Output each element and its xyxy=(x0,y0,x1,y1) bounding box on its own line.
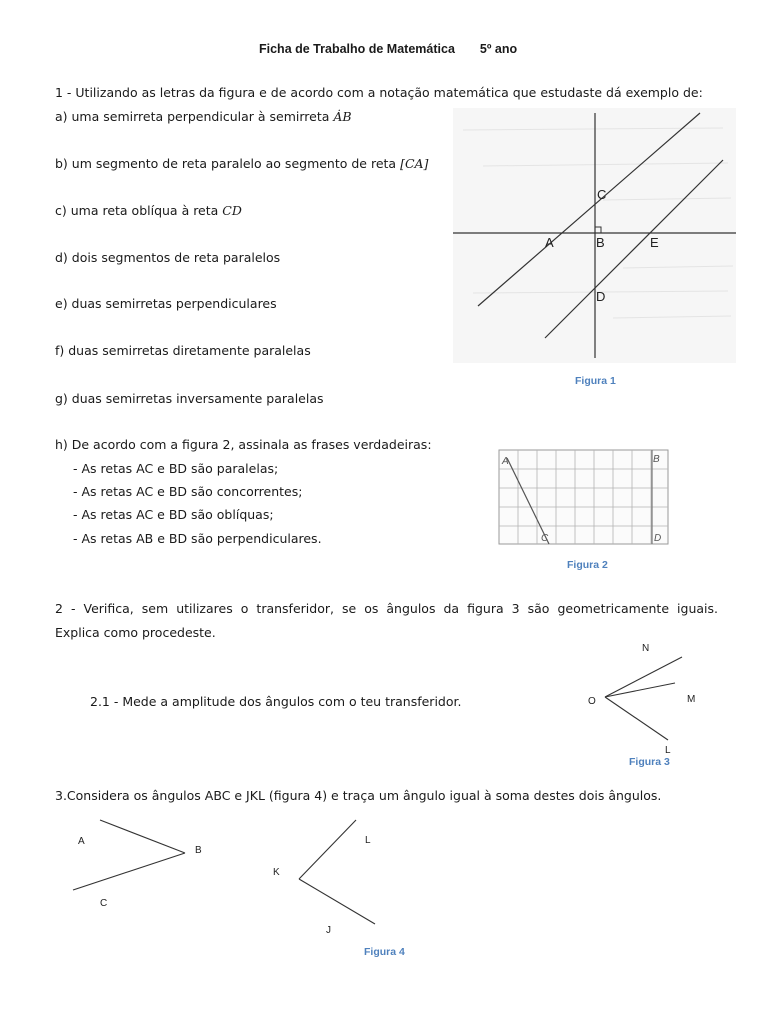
q1-item-f: f) duas semirretas diretamente paralelas xyxy=(55,343,311,358)
worksheet-title xyxy=(259,42,517,56)
fig1-label-a: A xyxy=(545,235,554,250)
q1-item-c: c) uma reta oblíqua à reta CD xyxy=(55,203,242,218)
fig1-label-e: E xyxy=(650,235,659,250)
ray-bc xyxy=(73,853,185,890)
fig3-label-m: M xyxy=(687,694,696,705)
math-ray-ab: ȦB xyxy=(333,109,352,124)
figure-3 xyxy=(585,638,715,758)
fig2-label-a: A xyxy=(502,456,509,467)
fig4-label-a: A xyxy=(78,836,85,847)
fig2-label-b: B xyxy=(653,454,660,465)
h-option-1: - As retas AC e BD são paralelas; xyxy=(73,461,279,476)
fig2-label-d: D xyxy=(654,533,662,544)
fig4-label-l: L xyxy=(365,835,371,846)
fig4-label-c: C xyxy=(100,898,108,909)
fig3-label-o: O xyxy=(588,696,596,707)
fig2-label-c: C xyxy=(541,533,549,544)
q2-sub-2-1: 2.1 - Mede a amplitude dos ângulos com o teu transferidor. xyxy=(90,694,462,709)
q2-line-1: 2 - Verifica, sem utilizares o transferidor, se os ângulos da figura 3 são geometricamente iguais. xyxy=(55,601,718,616)
figure-2-caption: Figura 2 xyxy=(567,559,608,571)
h-option-2: - As retas AC e BD são concorrentes; xyxy=(73,484,303,499)
q1-item-h: h) De acordo com a figura 2, assinala as frases verdadeiras: xyxy=(55,437,432,452)
ray-on xyxy=(605,657,682,697)
q1-item-g: g) duas semirretas inversamente paralelas xyxy=(55,391,324,406)
q1-item-b: b) um segmento de reta paralelo ao segmento de reta [CA] xyxy=(55,156,429,171)
fig3-label-n: N xyxy=(642,643,650,654)
q1-item-a: a) uma semirreta perpendicular à semirreta ȦB xyxy=(55,109,352,124)
figure-3-caption: Figura 3 xyxy=(629,756,670,768)
figure-1 xyxy=(453,108,736,363)
fig1-label-c: C xyxy=(597,187,607,202)
q1-item-d: d) dois segmentos de reta paralelos xyxy=(55,250,281,265)
fig4-label-k: K xyxy=(273,867,280,878)
fig3-label-l: L xyxy=(665,745,671,756)
math-segment-ca: [CA] xyxy=(400,156,429,171)
figure-4-caption: Figura 4 xyxy=(364,946,405,958)
ray-kl xyxy=(299,820,356,879)
title-text: Ficha de Trabalho de Matemática xyxy=(259,42,455,56)
fig1-label-d: D xyxy=(596,289,606,304)
q2-line-2: Explica como procedeste. xyxy=(55,625,216,640)
ray-kj xyxy=(299,879,375,924)
ray-ol xyxy=(605,697,668,740)
ray-om xyxy=(605,683,675,697)
q1-item-e: e) duas semirretas perpendiculares xyxy=(55,296,277,311)
ray-ba xyxy=(100,820,185,853)
figure-2 xyxy=(497,448,672,548)
math-line-cd: CD xyxy=(222,203,242,218)
h-option-4: - As retas AB e BD são perpendiculares. xyxy=(73,531,322,546)
grade-text: 5º ano xyxy=(479,42,518,56)
figure-4 xyxy=(60,812,390,937)
h-option-3: - As retas AC e BD são oblíquas; xyxy=(73,507,274,522)
q1-intro: 1 - Utilizando as letras da figura e de acordo com a notação matemática que estudaste dá exemplo de: xyxy=(55,85,703,100)
fig1-label-b: B xyxy=(596,235,605,250)
q3-text: 3.Considera os ângulos ABC e JKL (figura 4) e traça um ângulo igual à soma destes dois ângulos. xyxy=(55,788,662,803)
fig4-label-b: B xyxy=(195,845,202,856)
figure-1-caption: Figura 1 xyxy=(575,375,616,387)
fig4-label-j: J xyxy=(326,925,331,936)
